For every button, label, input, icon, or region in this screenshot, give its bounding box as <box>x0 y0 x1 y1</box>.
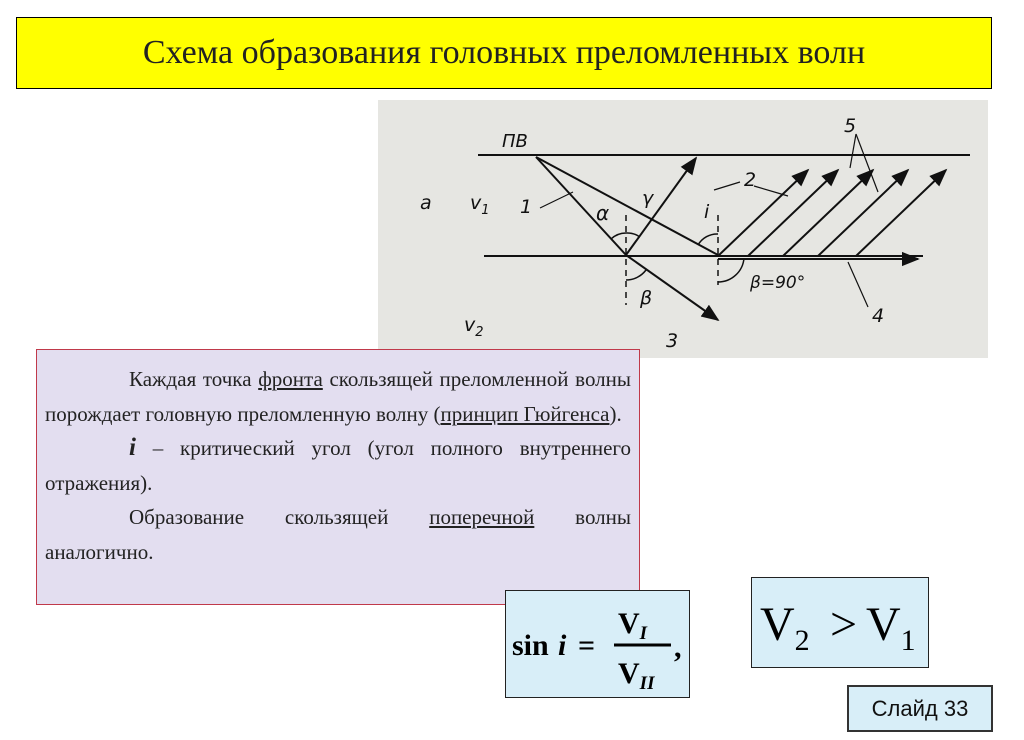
velocity-inequality <box>751 577 929 668</box>
angle-alpha-arc <box>611 233 626 239</box>
label-pv: ПВ <box>502 131 528 152</box>
head-wave-4 <box>818 170 908 256</box>
label-5: 5 <box>844 115 857 137</box>
formula-comma: , <box>674 631 682 664</box>
label-beta90: β=90° <box>750 273 806 293</box>
inequality-right: $V_1$ <box>866 598 916 657</box>
formula-i: i <box>558 629 567 662</box>
label-1: 1 <box>520 196 533 218</box>
head-wave-5 <box>856 170 946 256</box>
title-banner <box>16 17 992 89</box>
wave-diagram <box>378 100 988 358</box>
angle-beta90-arc <box>718 258 744 282</box>
symbol-i: i <box>129 434 136 461</box>
diagram-svg <box>378 100 988 358</box>
snell-formula-svg <box>506 591 691 699</box>
label-beta: β <box>640 287 653 309</box>
leader-2 <box>714 182 740 190</box>
page-title: Схема образования головных преломленных волн <box>142 34 866 71</box>
formula-sin: sin <box>512 629 549 662</box>
reflected-ray <box>626 158 696 255</box>
head-wave-1 <box>718 170 808 256</box>
paragraph-transverse: Образование скользящей поперечной волны аналогично. <box>45 505 631 564</box>
angle-i-arc <box>698 234 718 245</box>
term-transverse: поперечной <box>429 505 535 529</box>
label-a: a <box>420 192 432 214</box>
velocity-inequality-svg <box>752 578 930 669</box>
label-i: i <box>704 201 710 223</box>
angle-beta-arc <box>626 270 646 280</box>
slide-number: Слайд 33 <box>871 695 969 721</box>
angle-gamma-arc <box>626 233 640 237</box>
label-v1: $v_1$ <box>470 192 490 218</box>
term-front: фронта <box>258 367 323 391</box>
term-huygens: принцип Гюйгенса <box>440 401 610 426</box>
label-4: 4 <box>872 305 885 327</box>
slide-number-badge <box>847 685 993 732</box>
inequality-op: > <box>830 598 858 651</box>
leader-4 <box>848 262 868 307</box>
paragraph-critical-angle: i – критический угол (угол полного внутреннего отражения). <box>45 434 631 495</box>
snell-formula <box>505 590 690 698</box>
leader-5a <box>850 134 856 168</box>
label-v2: $v_2$ <box>464 314 484 340</box>
formula-den: $V_{II}$ <box>618 657 655 694</box>
paragraph-huygens: Каждая точка фронта скользящей преломленной волны порождает головную преломленную волну (принцип Гюйгенса). <box>45 367 631 426</box>
label-2: 2 <box>744 169 757 191</box>
explanation-box <box>36 349 640 605</box>
inequality-left: $V_2$ <box>760 598 810 657</box>
head-wave-3 <box>783 170 873 256</box>
ray-to-critical <box>536 157 718 255</box>
label-3: 3 <box>666 330 679 352</box>
leader-2b <box>754 186 788 196</box>
formula-eq: = <box>578 629 596 662</box>
head-wave-2 <box>748 170 838 256</box>
label-gamma: γ <box>642 187 654 209</box>
formula-num: $V_I$ <box>618 607 648 644</box>
leader-1 <box>540 192 573 208</box>
label-alpha: α <box>596 201 610 225</box>
ray-1 <box>536 157 626 255</box>
